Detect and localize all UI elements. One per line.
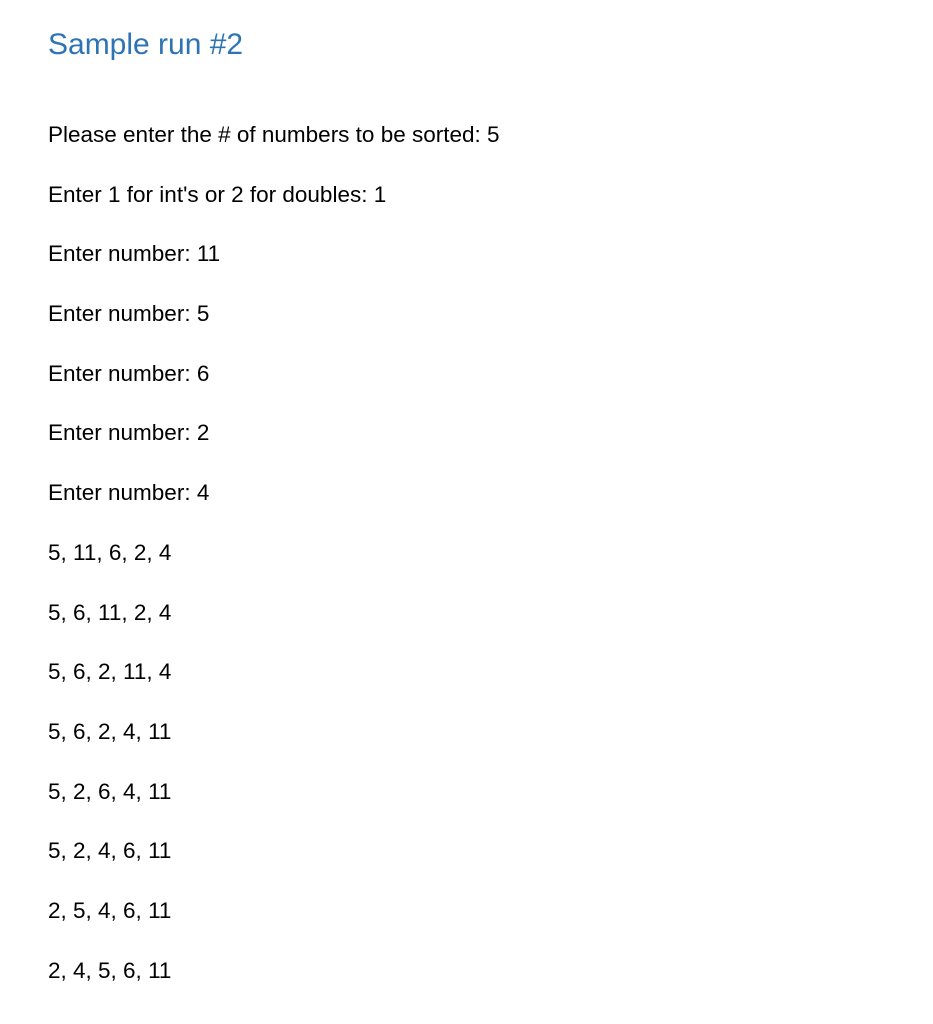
output-line: Enter number: 2 [48,420,210,446]
page-title: Sample run #2 [48,28,244,61]
output-line: 5, 6, 2, 11, 4 [48,659,172,685]
output-line: 2, 5, 4, 6, 11 [48,897,172,923]
output-line: 5, 6, 2, 4, 11 [48,718,172,744]
output-line: 2, 4, 5, 6, 11 [48,957,172,983]
output-line: Enter number: 11 [48,241,221,267]
output-line: Enter number: 4 [48,480,210,506]
output-line: Enter number: 6 [48,360,210,386]
output-line: 5, 2, 6, 4, 11 [48,778,172,804]
output-line: 5, 2, 4, 6, 11 [48,838,172,864]
output-line: Enter number: 5 [48,301,210,327]
output-line: Please enter the # of numbers to be sorted: 5 [48,122,500,147]
output-line: 5, 6, 11, 2, 4 [48,599,172,625]
output-line: 5, 11, 6, 2, 4 [48,539,172,565]
sample-run-output [48,118,500,1013]
output-line: Enter 1 for int's or 2 for doubles: 1 [48,181,387,207]
